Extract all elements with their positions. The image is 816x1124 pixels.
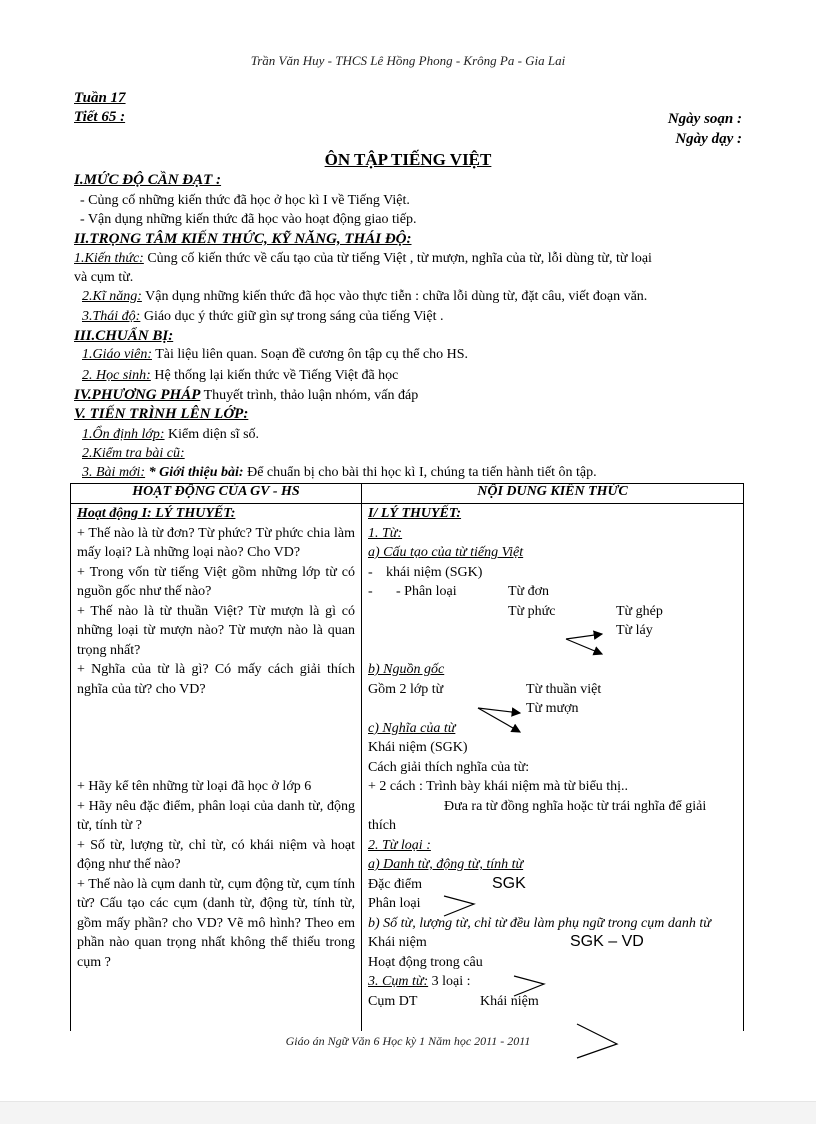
word-heading: 1. Từ:: [368, 525, 403, 541]
phrase-count: 3 loại :: [428, 974, 471, 989]
section-2-heading: II.TRỌNG TÂM KIẾN THỨC, KỸ NĂNG, THÁI ĐỘ:: [74, 231, 412, 247]
category-text: Phân loại: [368, 896, 421, 911]
feature-text: Đặc điểm: [368, 876, 423, 892]
section-1-heading: I.MỨC ĐỘ CẦN ĐẠT :: [74, 172, 222, 188]
section-4-line: [74, 387, 418, 404]
week-label: Tuần 17: [74, 90, 126, 106]
knowledge-line: [74, 251, 652, 267]
skill-line: [82, 289, 647, 305]
content-column: [362, 504, 744, 1032]
origin-row-2: [368, 699, 737, 719]
noun-phrase-row: [368, 992, 737, 1012]
sgk-vd-label: SGK – VD: [570, 933, 644, 950]
origin-heading: b) Nguồn gốc: [368, 662, 445, 677]
table-header-activities: HOẠT ĐỘNG CỦA GV - HS: [71, 484, 362, 504]
question-2: + Trong vốn từ tiếng Việt gồm những lớp từ có nguồn gốc như thế nào?: [77, 564, 355, 599]
date-prepared: Ngày soạn :: [667, 111, 742, 127]
word-class-heading: 2. Từ loại :: [368, 837, 431, 853]
section-1-line-1: - Củng cố những kiến thức đã học ở học kì I về Tiếng Việt.: [80, 193, 410, 208]
origin-row-1: [368, 680, 737, 700]
spacer: [77, 699, 355, 777]
origin-text: Gồm 2 lớp từ: [368, 681, 444, 697]
step-1-text: Kiểm diện sĩ số.: [164, 427, 260, 442]
page-bottom-strip: [0, 1101, 816, 1124]
word-structure-heading: a) Cấu tạo của từ tiếng Việt: [368, 545, 524, 560]
activity-1-title: LÝ THUYẾT:: [151, 506, 236, 521]
knowledge-label: 1.Kiến thức:: [74, 251, 144, 266]
question-5: + Hãy kể tên những từ loại đã học ở lớp 6: [77, 779, 312, 794]
date-taught: Ngày dạy :: [675, 131, 742, 147]
student-line: [82, 368, 398, 384]
feature-row: [368, 875, 737, 895]
section-3-heading: III.CHUẨN BỊ:: [74, 328, 174, 344]
attitude-line: [82, 309, 444, 325]
activity-1-label: Hoạt động I:: [77, 506, 152, 521]
simple-word: Từ đơn: [508, 584, 550, 599]
student-label: 2. Học sinh:: [82, 368, 151, 383]
question-6: + Hãy nêu đặc điểm, phân loại của danh từ, động từ, tính từ ?: [77, 798, 355, 833]
step-3-intro: * Giới thiệu bài:: [145, 465, 244, 480]
student-text: Hệ thống lại kiến thức về Tiếng Việt đã học: [150, 368, 399, 383]
attitude-text: Giáo dục ý thức giữ gìn sự trong sáng của tiếng Việt .: [140, 309, 444, 324]
section-4-heading: IV.PHƯƠNG PHÁP: [74, 387, 201, 403]
question-8: + Thế nào là cụm danh từ, cụm động từ, cụm tính từ? Cấu tạo các cụm (danh từ, động từ, tính từ, gồm mấy phần? cho VD? Vẽ mô hình? Theo em phần nào quan trọng nhất không thể thiếu trong cụm ?: [77, 876, 355, 970]
teacher-text: Tài liệu liên quan. Soạn đề cương ôn tập cụ thể cho HS.: [151, 347, 469, 362]
native-word: Từ thuần việt: [526, 681, 602, 697]
compound-word: Từ phức: [508, 603, 556, 619]
concept-row-2: [368, 933, 737, 953]
question-4: + Nghĩa của từ là gì? Có mấy cách giải thích nghĩa của từ? cho VD?: [77, 662, 355, 697]
meaning-method-2-end: thích: [368, 818, 396, 833]
section-5-heading: V. TIẾN TRÌNH LÊN LỚP:: [74, 406, 249, 422]
activities-column: [71, 504, 362, 1032]
concept-row: - khái niệm (SGK): [368, 564, 483, 580]
sgk-label: SGK: [492, 874, 526, 892]
compound-type-2: Từ láy: [616, 623, 653, 638]
step-1-line: [82, 427, 259, 443]
classification-text: - Phân loại: [396, 584, 457, 599]
meaning-concept: Khái niệm (SGK): [368, 740, 468, 755]
table-header-content: NỘI DUNG KIẾN THỨC: [362, 484, 744, 504]
step-3-text: Để chuẩn bị cho bài thi học kì I, chúng ta tiến hành tiết ôn tập.: [243, 465, 597, 480]
classification-row: - - Phân loại Từ đơn: [368, 582, 737, 602]
compound-type-1: Từ ghép: [616, 603, 663, 619]
page-header: Trần Văn Huy - THCS Lê Hồng Phong - Krông Pa - Gia Lai: [250, 53, 566, 68]
step-2-label: 2.Kiểm tra bài cũ:: [82, 446, 185, 461]
lesson-label: Tiết 65 :: [74, 109, 126, 125]
knowledge-text-2: và cụm từ.: [74, 270, 134, 285]
knowledge-text: Củng cố kiến thức về cấu tạo của từ tiếng Việt , từ mượn, nghĩa của từ, lỗi dùng từ, từ loại: [143, 251, 652, 266]
page-footer: Giáo án Ngữ Văn 6 Học kỳ 1 Năm học 2011 - 2011: [285, 1034, 531, 1048]
meaning-heading: c) Nghĩa của từ: [368, 720, 456, 736]
lesson-table: [70, 483, 744, 1031]
question-7: + Số từ, lượng từ, chỉ từ, có khái niệm và hoạt động như thế nào?: [77, 837, 355, 872]
reduplicative-row: [368, 621, 737, 641]
concept-text: khái niệm (SGK): [386, 564, 483, 580]
meaning-method-1: + 2 cách : Trình bày khái niệm mà từ biểu thị..: [368, 779, 629, 794]
attitude-label: 3.Thái độ:: [82, 309, 141, 324]
step-3-label: 3. Bài mới:: [82, 465, 146, 480]
theory-title: I/ LÝ THUYẾT:: [368, 506, 462, 521]
step-1-label: 1.Ổn định lớp:: [82, 427, 165, 442]
teacher-label: 1.Giáo viên:: [82, 347, 152, 362]
skill-text: Vận dụng những kiến thức đã học vào thực tiễn : chữa lỗi dùng từ, đặt câu, viết đoạn văn.: [141, 289, 648, 304]
concept-label: Khái niệm: [368, 935, 427, 950]
step-3-line: [82, 465, 597, 481]
numeral-heading: b) Số từ, lượng từ, chỉ từ đều làm phụ ngữ trong cụm danh từ: [368, 915, 711, 931]
question-1: + Thế nào là từ đơn? Từ phức? Từ phức chia làm mấy loại? Là những loại nào? Cho VD?: [77, 525, 355, 560]
noun-phrase-label: Cụm DT: [368, 993, 418, 1009]
skill-label: 2.Kĩ năng:: [82, 289, 142, 304]
compound-row: [368, 602, 737, 622]
phrase-heading-line: [368, 972, 737, 992]
noun-verb-adj-heading: a) Danh từ, động từ, tính từ: [368, 857, 524, 872]
teacher-line: [82, 347, 468, 363]
document-title: ÔN TẬP TIẾNG VIỆT: [324, 150, 492, 169]
meaning-methods: Cách giải thích nghĩa của từ:: [368, 759, 530, 775]
function-label: Hoạt động trong câu: [368, 954, 483, 970]
phrase-heading: 3. Cụm từ:: [368, 974, 429, 989]
question-3: + Thế nào là từ thuần Việt? Từ mượn là gì có những loại từ mượn nào? Từ mượn nào là quan trọng nhất?: [77, 603, 355, 658]
section-4-text: Thuyết trình, thảo luận nhóm, vấn đáp: [200, 388, 419, 403]
lesson-table-wrap: [70, 483, 744, 1031]
activity-1-line: [77, 504, 355, 524]
section-1-line-2: - Vận dụng những kiến thức đã học vào hoạt động giao tiếp.: [80, 212, 417, 227]
meaning-method-2: Đưa ra từ đồng nghĩa hoặc từ trái nghĩa để giải: [444, 798, 707, 814]
noun-phrase-concept: Khái niệm: [480, 993, 539, 1009]
borrowed-word: Từ mượn: [526, 701, 579, 716]
